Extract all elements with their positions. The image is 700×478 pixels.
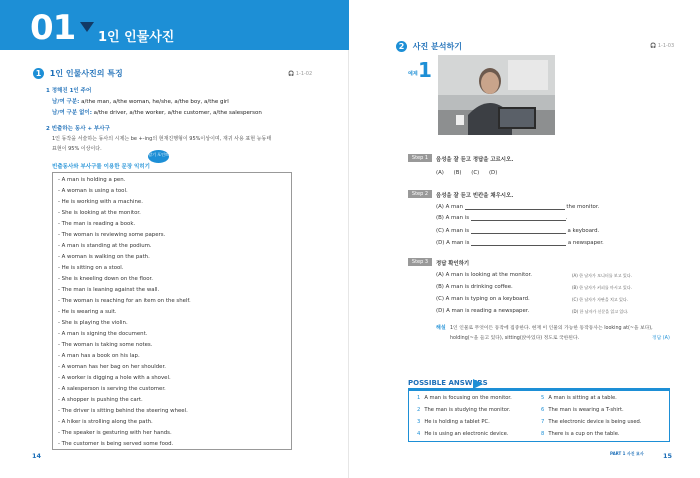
example-sentence: - The woman is reaching for an item on the shelf. [58,298,191,304]
fill-line-a-tail: the monitor. [566,204,600,210]
fill-line-d [436,240,604,246]
example-sentence: - She is looking at the monitor. [58,210,141,216]
sub2-heading: 2 빈출하는 동사 + 부사구 [46,126,110,132]
example-sentence: - The driver is sitting behind the steering wheel. [58,408,188,414]
explain-line2: holding(~을 들고 있다), sitting(앉아있다) 정도로 국한된다. [450,336,580,341]
possible-answer-text: The electronic device is being used. [548,419,642,425]
step1-instruction: 음성을 잘 듣고 정답을 고르시오. [436,157,514,163]
explain-label: 해설 [436,325,446,331]
possible-answer-number: 6 [541,407,545,413]
example-sentence: - She is playing the violin. [58,320,128,326]
fill-line-c [436,228,599,234]
section2-audio-label: 1-1-03 [657,43,675,49]
possible-answer-text: A man is sitting at a table. [548,395,617,401]
possible-answer-number: 3 [417,419,421,425]
page-number-right: 15 [663,452,673,460]
step2-tag: Step 2 [408,190,432,198]
possible-answer-item [541,431,620,437]
fill-line-c-label: (C) A man is [436,228,470,234]
answer-key: 정답 (A) [652,336,670,341]
example-sentence: - The man is reading a book. [58,221,136,227]
section1-audio-icon[interactable]: 🎧 1-1-02 [288,71,313,77]
example-sentence: - He is wearing a suit. [58,309,117,315]
sub2-desc2: 표현이 95% 이상이다. [52,146,102,152]
possible-answer-number: 2 [417,407,421,413]
answer-note-d: (D) 한 남자가 신문을 읽고 있다. [572,309,629,314]
section1-audio-label: 1-1-02 [295,71,313,77]
possible-answer-item [541,407,624,413]
sub1-line1-label: 남/여 구분: [52,99,80,105]
section1-heading [33,68,123,79]
possible-answers-title: POSSIBLE ANSWERS [408,379,488,387]
sub1-line1-text: a/the man, a/the woman, he/she, a/the boy, a/the girl [81,99,229,105]
section2-badge: 2 [396,41,407,52]
chapter-triangle-icon [80,22,94,32]
explain-line1: 1인 인물로 무엇이든 동작에 집중한다. 현재 이 인물의 가능한 동작동사는 looking at(~을 보다), [450,326,653,331]
example-sentence: - She is kneeling down on the floor. [58,276,153,282]
fill-line-d-tail: a newspaper. [567,240,604,246]
possible-answer-number: 8 [541,431,545,437]
example-sentence: - The customer is being served some food. [58,441,174,447]
fill-blank-c[interactable] [471,229,566,234]
sub1-line2 [52,108,262,116]
answer-note-c: (C) 한 남자가 자판을 치고 있다. [572,297,629,302]
example-sentence: - A hiker is strolling along the path. [58,419,153,425]
fill-blank-b[interactable] [471,216,566,221]
step3-tag: Step 3 [408,258,432,266]
example-sentence: - A woman is walking on the path. [58,254,150,260]
section2-heading [396,41,462,52]
fill-line-b [436,215,567,221]
example-sentence: - A shopper is pushing the cart. [58,397,143,403]
chapter-header [0,0,349,50]
possible-answer-item [417,407,510,413]
example-sentence: - A worker is digging a hole with a shovel. [58,375,171,381]
left-page [0,0,349,478]
possible-answer-text: The man is studying the monitor. [424,407,511,413]
example-sentence: - The speaker is gesturing with her hands. [58,430,172,436]
possible-answers-box [408,388,670,442]
sub1-line2-label: 남/여 구분 없이: [52,110,92,116]
example-sentence: - He is sitting on a stool. [58,265,124,271]
possible-answer-item [417,419,490,425]
example-number: 1 [418,58,432,82]
fill-line-a [436,204,599,210]
man-at-desk-photo-icon [438,55,555,135]
section1-badge: 1 [33,68,44,79]
section1-title: 1인 인물사진의 특징 [49,69,123,78]
possible-answer-item [417,431,508,437]
page-number-left: 14 [32,452,42,460]
possible-answer-number: 5 [541,395,545,401]
possible-answer-item [541,419,642,425]
example-sentence: - A man is signing the document. [58,331,148,337]
example-label: 예제 [408,71,418,77]
choice-d[interactable]: (D) [488,170,498,176]
answer-line-c: (C) A man is typing on a keyboard. [436,296,530,302]
example-sentence: - A man is holding a pen. [58,177,126,183]
footer-label: PART 1 사진 묘사 [610,451,644,456]
fill-line-b-label: (B) A man is [436,215,470,221]
chapter-title: 1인 인물사진 [98,30,175,45]
section2-audio-icon[interactable]: 🎧 1-1-03 [650,43,675,49]
example-sentence: - A man has a book on his lap. [58,353,140,359]
choice-c[interactable]: (C) [471,170,480,176]
example-photo [438,55,555,135]
sub2-desc1: 1인 동작을 서술하는 동사의 시제는 be +-ing의 현재진행형이 95%이상이며, 재귀 사용 표현 능동태 [52,136,272,142]
possible-answer-item [541,395,617,401]
example-sentence: - A man is standing at the podium. [58,243,152,249]
sub1-heading: 1 정해진 1인 주어 [46,88,92,94]
fill-line-a-label: (A) A man [436,204,463,210]
possible-answer-text: The man is wearing a T-shirt. [548,407,624,413]
answer-note-b: (B) 한 남자가 커피를 마시고 있다. [572,285,632,290]
step1-tag: Step 1 [408,154,432,162]
fill-blank-d[interactable] [471,241,566,246]
possible-answer-number: 1 [417,395,421,401]
step2-instruction: 음성을 잘 듣고 빈칸을 채우시오. [436,193,514,199]
fill-line-b-tail: . [565,215,568,221]
answer-line-b: (B) A man is drinking coffee. [436,284,513,290]
fill-blank-a[interactable] [465,205,565,210]
example-sentence: - He is working with a machine. [58,199,143,205]
possible-answer-text: There is a cup on the table. [548,431,620,437]
example-sentence: - The woman is reviewing some papers. [58,232,166,238]
possible-answer-text: He is using an electronic device. [424,431,509,437]
example-sentence: - A salesperson is serving the customer. [58,386,166,392]
choice-b[interactable]: (B) [453,170,462,176]
answer-note-a: (A) 한 남자가 모니터를 보고 있다. [572,273,632,278]
answer-line-d: (D) A man is reading a newspaper. [436,308,530,314]
sub2-callout: 빈출동사와 부사구를 이용한 문장 익히기 [52,164,150,170]
example-sentence: - The man is leaning against the wall. [58,287,160,293]
step1-choices [436,170,497,176]
possible-answer-text: A man is focusing on the monitor. [424,395,512,401]
example-sentence: - The woman is taking some notes. [58,342,153,348]
fill-line-c-tail: a keyboard. [567,228,600,234]
answer-line-a: (A) A man is looking at the monitor. [436,272,532,278]
example-sentence: - A woman has her bag on her shoulder. [58,364,166,370]
memorize-pill: 암기 포인트 [148,150,169,163]
sub1-line2-text: a/the driver, a/the worker, a/the customer, a/the salesperson [93,110,262,116]
section2-title: 사진 분석하기 [412,42,462,51]
possible-answer-text: He is holding a tablet PC. [424,419,490,425]
example-sentence: - A woman is using a tool. [58,188,128,194]
examples-box [52,172,292,450]
possible-answer-number: 7 [541,419,545,425]
possible-answer-item [417,395,512,401]
sub1-line1 [52,97,229,105]
possible-answer-number: 4 [417,431,421,437]
chapter-number: 01 [30,8,76,48]
step3-instruction: 정답 확인하기 [436,261,470,267]
fill-line-d-label: (D) A man is [436,240,470,246]
choice-a[interactable]: (A) [436,170,444,176]
